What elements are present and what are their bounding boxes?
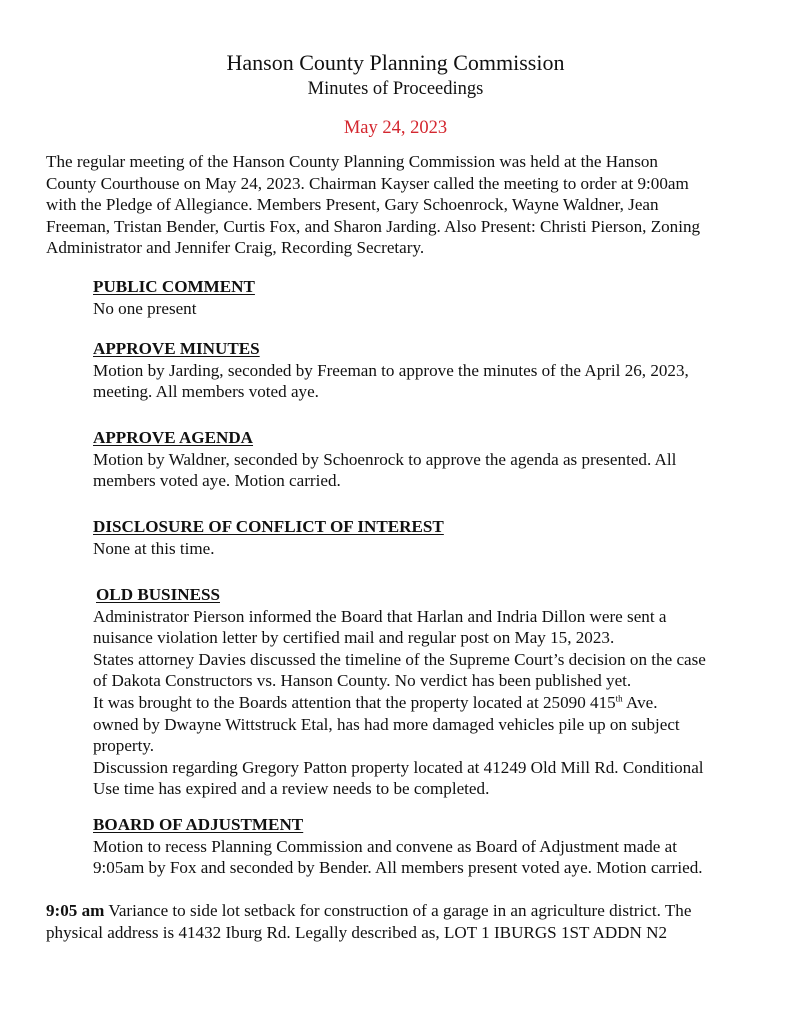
section-line: States attorney Davies discussed the timeline of the Supreme Court’s decision on the case — [93, 649, 706, 669]
section-line: Administrator Pierson informed the Board that Harlan and Indria Dillon were sent a — [93, 606, 667, 626]
section-line: meeting. All members voted aye. — [93, 382, 319, 402]
section-old-business — [93, 584, 763, 800]
section-line: 9:05am by Fox and seconded by Bender. All members present voted aye. Motion carried. — [93, 858, 703, 878]
section-line: Motion to recess Planning Commission and convene as Board of Adjustment made at — [93, 836, 677, 856]
line-text: Variance to side lot setback for construction of a garage in an agriculture district. The — [104, 901, 692, 920]
section-line: nuisance violation letter by certified mail and regular post on May 15, 2023. — [93, 628, 615, 648]
intro-line: Administrator and Jennifer Craig, Recording Secretary. — [46, 238, 425, 258]
variance-paragraph — [46, 900, 756, 943]
section-line: Motion by Waldner, seconded by Schoenrock to approve the agenda as presented. All — [93, 449, 677, 469]
section-line — [93, 692, 763, 714]
section-line: Use time has expired and a review needs to be completed. — [93, 779, 490, 799]
section-line: owned by Dwayne Wittstruck Etal, has had more damaged vehicles pile up on subject — [93, 714, 680, 734]
section-board-of-adjustment — [93, 814, 763, 879]
section-heading: BOARD OF ADJUSTMENT — [93, 815, 304, 834]
section-heading: DISCLOSURE OF CONFLICT OF INTEREST — [93, 517, 444, 536]
section-line: property. — [93, 736, 155, 756]
section-line: None at this time. — [93, 538, 215, 558]
line-text: Ave. — [622, 692, 658, 712]
section-heading: APPROVE AGENDA — [93, 428, 254, 447]
section-line: Discussion regarding Gregory Patton property located at 41249 Old Mill Rd. Conditional — [93, 757, 704, 777]
section-line: of Dakota Constructors vs. Hanson County. No verdict has been published yet. — [93, 671, 632, 691]
section-public-comment — [93, 276, 763, 319]
intro-line: County Courthouse on May 24, 2023. Chairman Kayser called the meeting to order at 9:00am — [46, 173, 689, 193]
intro-line: Freeman, Tristan Bender, Curtis Fox, and Sharon Jarding. Also Present: Christi Pierson, Zoning — [46, 216, 701, 236]
section-conflict-of-interest — [93, 516, 763, 559]
section-heading: OLD BUSINESS — [96, 585, 220, 604]
section-heading: APPROVE MINUTES — [93, 339, 260, 358]
section-line: Motion by Jarding, seconded by Freeman to approve the minutes of the April 26, 2023, — [93, 360, 689, 380]
line-text: It was brought to the Boards attention that the property located at 25090 415 — [93, 692, 616, 712]
intro-paragraph — [46, 151, 756, 259]
intro-line: with the Pledge of Allegiance. Members Present, Gary Schoenrock, Wayne Waldner, Jean — [46, 195, 659, 215]
variance-line: physical address is 41432 Iburg Rd. Legally described as, LOT 1 IBURGS 1ST ADDN N2 — [46, 922, 668, 942]
variance-line — [46, 900, 756, 922]
section-line: No one present — [93, 298, 197, 318]
section-approve-agenda — [93, 427, 763, 492]
document-subtitle: Minutes of Proceedings — [307, 79, 484, 99]
section-heading: PUBLIC COMMENT — [93, 277, 255, 296]
agenda-time: 9:05 am — [46, 901, 105, 920]
document-title: Hanson County Planning Commission — [226, 50, 565, 75]
meeting-date: May 24, 2023 — [343, 118, 448, 138]
section-approve-minutes — [93, 338, 763, 403]
ordinal-suffix: th — [615, 693, 623, 704]
intro-line: The regular meeting of the Hanson County Planning Commission was held at the Hanson — [46, 152, 658, 171]
section-line: members voted aye. Motion carried. — [93, 471, 341, 491]
